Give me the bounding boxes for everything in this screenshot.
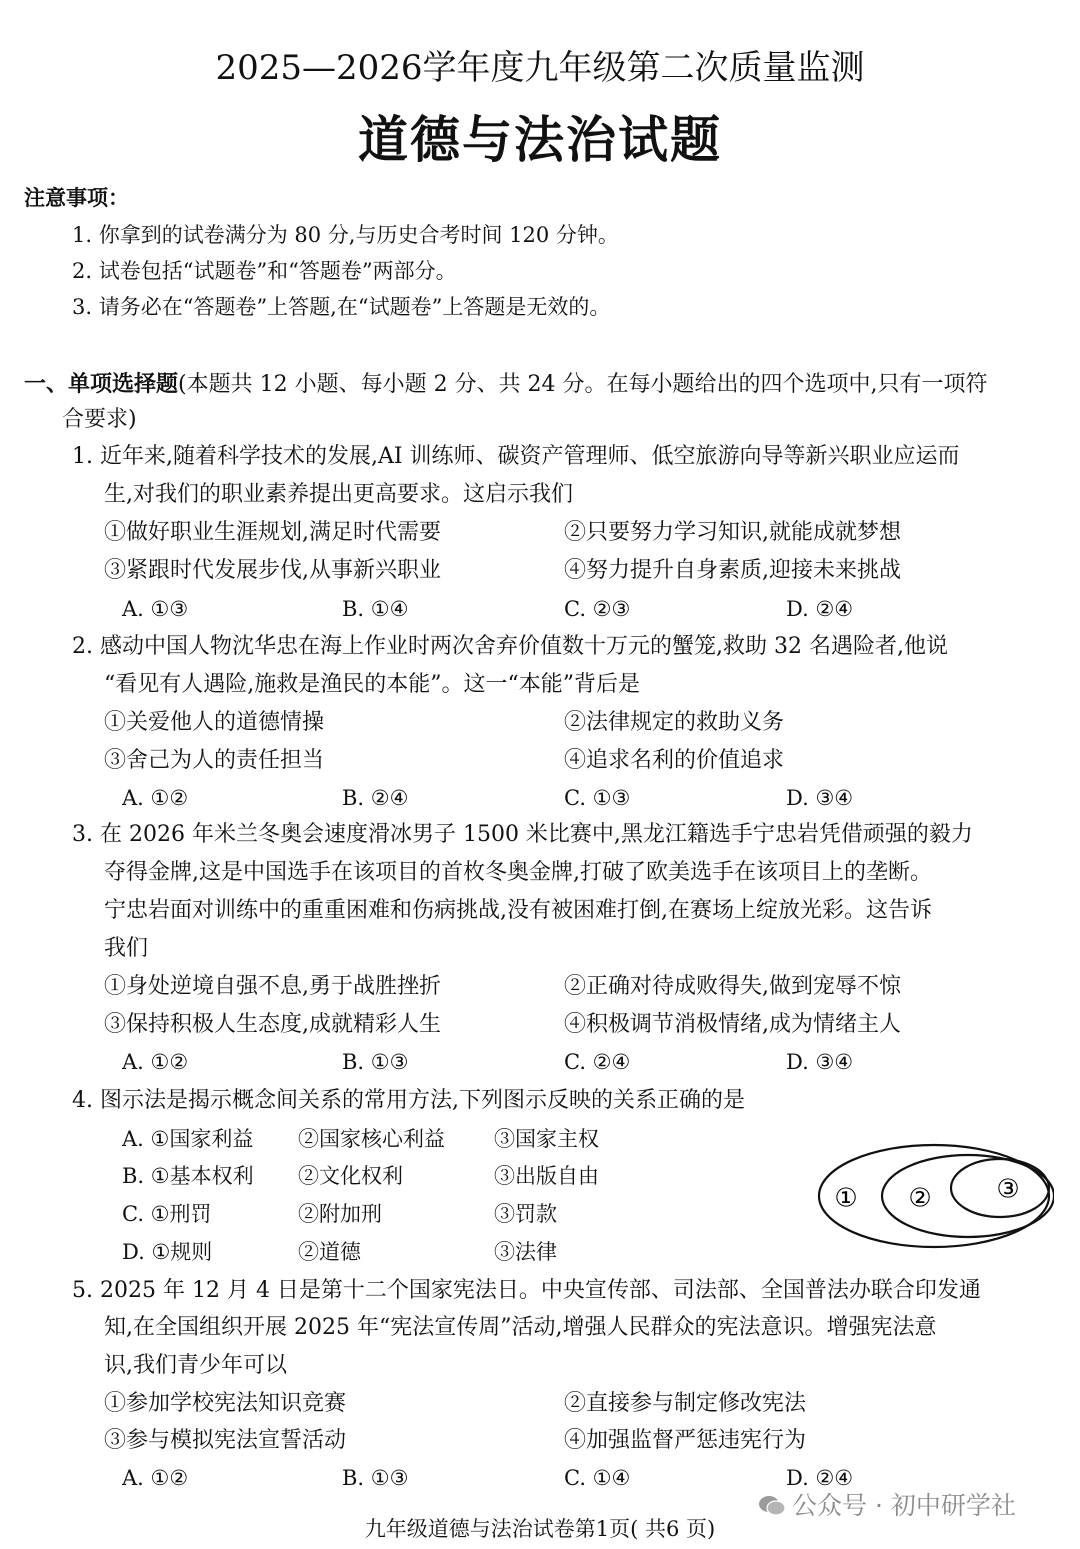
note-item: 1. 你拿到的试卷满分为 80 分,与历史合考时间 120 分钟。 [72, 223, 619, 247]
q5-statement: ①参加学校宪法知识竞赛 [104, 1391, 347, 1416]
q2-stem: “看见有人遇险,施救是渔民的本能”。这一“本能”背后是 [104, 672, 640, 697]
q4-option-d-item1[interactable]: D. ①规则 [122, 1240, 213, 1264]
q3-statement: ②正确对待成败得失,做到宠辱不惊 [564, 974, 901, 999]
q5-statement: ③参与模拟宪法宣誓活动 [104, 1428, 347, 1453]
q3-stem: 我们 [104, 936, 149, 961]
q3-choice-b[interactable]: B. ①③ [342, 1050, 409, 1074]
q1-choice-d[interactable]: D. ②④ [786, 597, 854, 621]
wechat-icon [758, 1495, 786, 1517]
q4-option-b-item1[interactable]: B. ①基本权利 [122, 1164, 254, 1188]
q3-statement: ④积极调节消极情绪,成为情绪主人 [564, 1012, 901, 1037]
q2-choice-a[interactable]: A. ①② [122, 786, 189, 810]
q4-option-c-item1[interactable]: C. ①刑罚 [122, 1202, 212, 1226]
diagram-label-1: ① [834, 1183, 858, 1214]
q1-statement: ④努力提升自身素质,迎接未来挑战 [564, 558, 901, 583]
page-footer: 九年级道德与法治试卷第1页( 共6 页) [364, 1517, 716, 1541]
q2-statement: ②法律规定的救助义务 [564, 710, 785, 735]
q4-option-c-item3: ③罚款 [494, 1202, 557, 1226]
q5-stem: 识,我们青少年可以 [104, 1353, 287, 1378]
watermark [758, 1488, 1016, 1524]
q2-choice-c[interactable]: C. ①③ [564, 786, 631, 810]
q2-statement: ③舍己为人的责任担当 [104, 748, 325, 773]
q4-option-c-item2: ②附加刑 [298, 1202, 382, 1226]
q2-statement: ①关爱他人的道德情操 [104, 710, 325, 735]
section-description: (本题共 12 小题、每小题 2 分、共 24 分。在每小题给出的四个选项中,只有一项符 [178, 372, 988, 397]
q4-option-b-item2: ②文化权利 [298, 1164, 403, 1188]
watermark-text: 公众号 · 初中研学社 [792, 1491, 1016, 1520]
q4-option-b-item3: ③出版自由 [494, 1164, 599, 1188]
q1-statement: ②只要努力学习知识,就能成就梦想 [564, 520, 901, 545]
note-item: 2. 试卷包括“试题卷”和“答题卷”两部分。 [72, 259, 457, 283]
section-description-cont: 合要求) [62, 407, 137, 432]
q5-statement: ④加强监督严惩违宪行为 [564, 1428, 807, 1453]
q4-option-d-item3: ③法律 [494, 1240, 557, 1264]
q2-stem: 2. 感动中国人物沈华忠在海上作业时两次舍弃价值数十万元的蟹笼,救助 32 名遇险者,他说 [72, 634, 948, 659]
q3-stem: 3. 在 2026 年米兰冬奥会速度滑冰男子 1500 米比赛中,黑龙江籍选手宁忠岩凭借顽强的毅力 [72, 822, 973, 847]
exam-title-line1: 2025—2026学年度九年级第二次质量监测 [215, 48, 865, 88]
q5-stem: 5. 2025 年 12 月 4 日是第十二个国家宪法日。中央宣传部、司法部、全国普法办联合印发通 [72, 1278, 981, 1303]
q3-choice-a[interactable]: A. ①② [122, 1050, 189, 1074]
q2-choice-d[interactable]: D. ③④ [786, 786, 854, 810]
q3-stem: 宁忠岩面对训练中的重重困难和伤病挑战,没有被困难打倒,在赛场上绽放光彩。这告诉 [104, 898, 932, 923]
q2-choice-b[interactable]: B. ②④ [342, 786, 409, 810]
q4-nested-ellipse-diagram [814, 1140, 1054, 1252]
q3-choice-c[interactable]: C. ②④ [564, 1050, 631, 1074]
q5-stem: 知,在全国组织开展 2025 年“宪法宣传周”活动,增强人民群众的宪法意识。增强宪法意 [104, 1315, 937, 1340]
diagram-label-3: ③ [996, 1174, 1020, 1205]
q3-stem: 夺得金牌,这是中国选手在该项目的首枚冬奥金牌,打破了欧美选手在该项目上的垄断。 [104, 860, 932, 885]
note-item: 3. 请务必在“答题卷”上答题,在“试题卷”上答题是无效的。 [72, 295, 611, 319]
q5-choice-b[interactable]: B. ①③ [342, 1466, 409, 1490]
q3-statement: ③保持积极人生态度,成就精彩人生 [104, 1012, 441, 1037]
q5-statement: ②直接参与制定修改宪法 [564, 1391, 807, 1416]
section-title: 一、单项选择题 [24, 372, 179, 397]
q1-stem: 1. 近年来,随着科学技术的发展,AI 训练师、碳资产管理师、低空旅游向导等新兴职业应运而 [72, 444, 960, 469]
q2-statement: ④追求名利的价值追求 [564, 748, 785, 773]
q4-stem: 4. 图示法是揭示概念间关系的常用方法,下列图示反映的关系正确的是 [72, 1088, 745, 1113]
exam-subject-title: 道德与法治试题 [358, 110, 722, 169]
q4-option-d-item2: ②道德 [298, 1240, 361, 1264]
q4-option-a-item2: ②国家核心利益 [298, 1127, 445, 1151]
section-heading [24, 366, 988, 404]
q1-choice-a[interactable]: A. ①③ [122, 597, 189, 621]
q3-statement: ①身处逆境自强不息,勇于战胜挫折 [104, 974, 441, 999]
q1-statement: ③紧跟时代发展步伐,从事新兴职业 [104, 558, 441, 583]
q4-option-a-item3: ③国家主权 [494, 1127, 599, 1151]
q5-choice-c[interactable]: C. ①④ [564, 1466, 631, 1490]
q1-choice-c[interactable]: C. ②③ [564, 597, 631, 621]
q4-option-a-item1[interactable]: A. ①国家利益 [122, 1127, 254, 1151]
q1-stem: 生,对我们的职业素养提出更高要求。这启示我们 [104, 482, 573, 507]
q3-choice-d[interactable]: D. ③④ [786, 1050, 854, 1074]
q1-choice-b[interactable]: B. ①④ [342, 597, 409, 621]
diagram-label-2: ② [908, 1183, 932, 1214]
q5-choice-a[interactable]: A. ①② [122, 1466, 189, 1490]
q1-statement: ①做好职业生涯规划,满足时代需要 [104, 520, 441, 545]
q5-choice-d[interactable]: D. ②④ [786, 1466, 854, 1490]
notes-heading: 注意事项： [24, 186, 129, 210]
